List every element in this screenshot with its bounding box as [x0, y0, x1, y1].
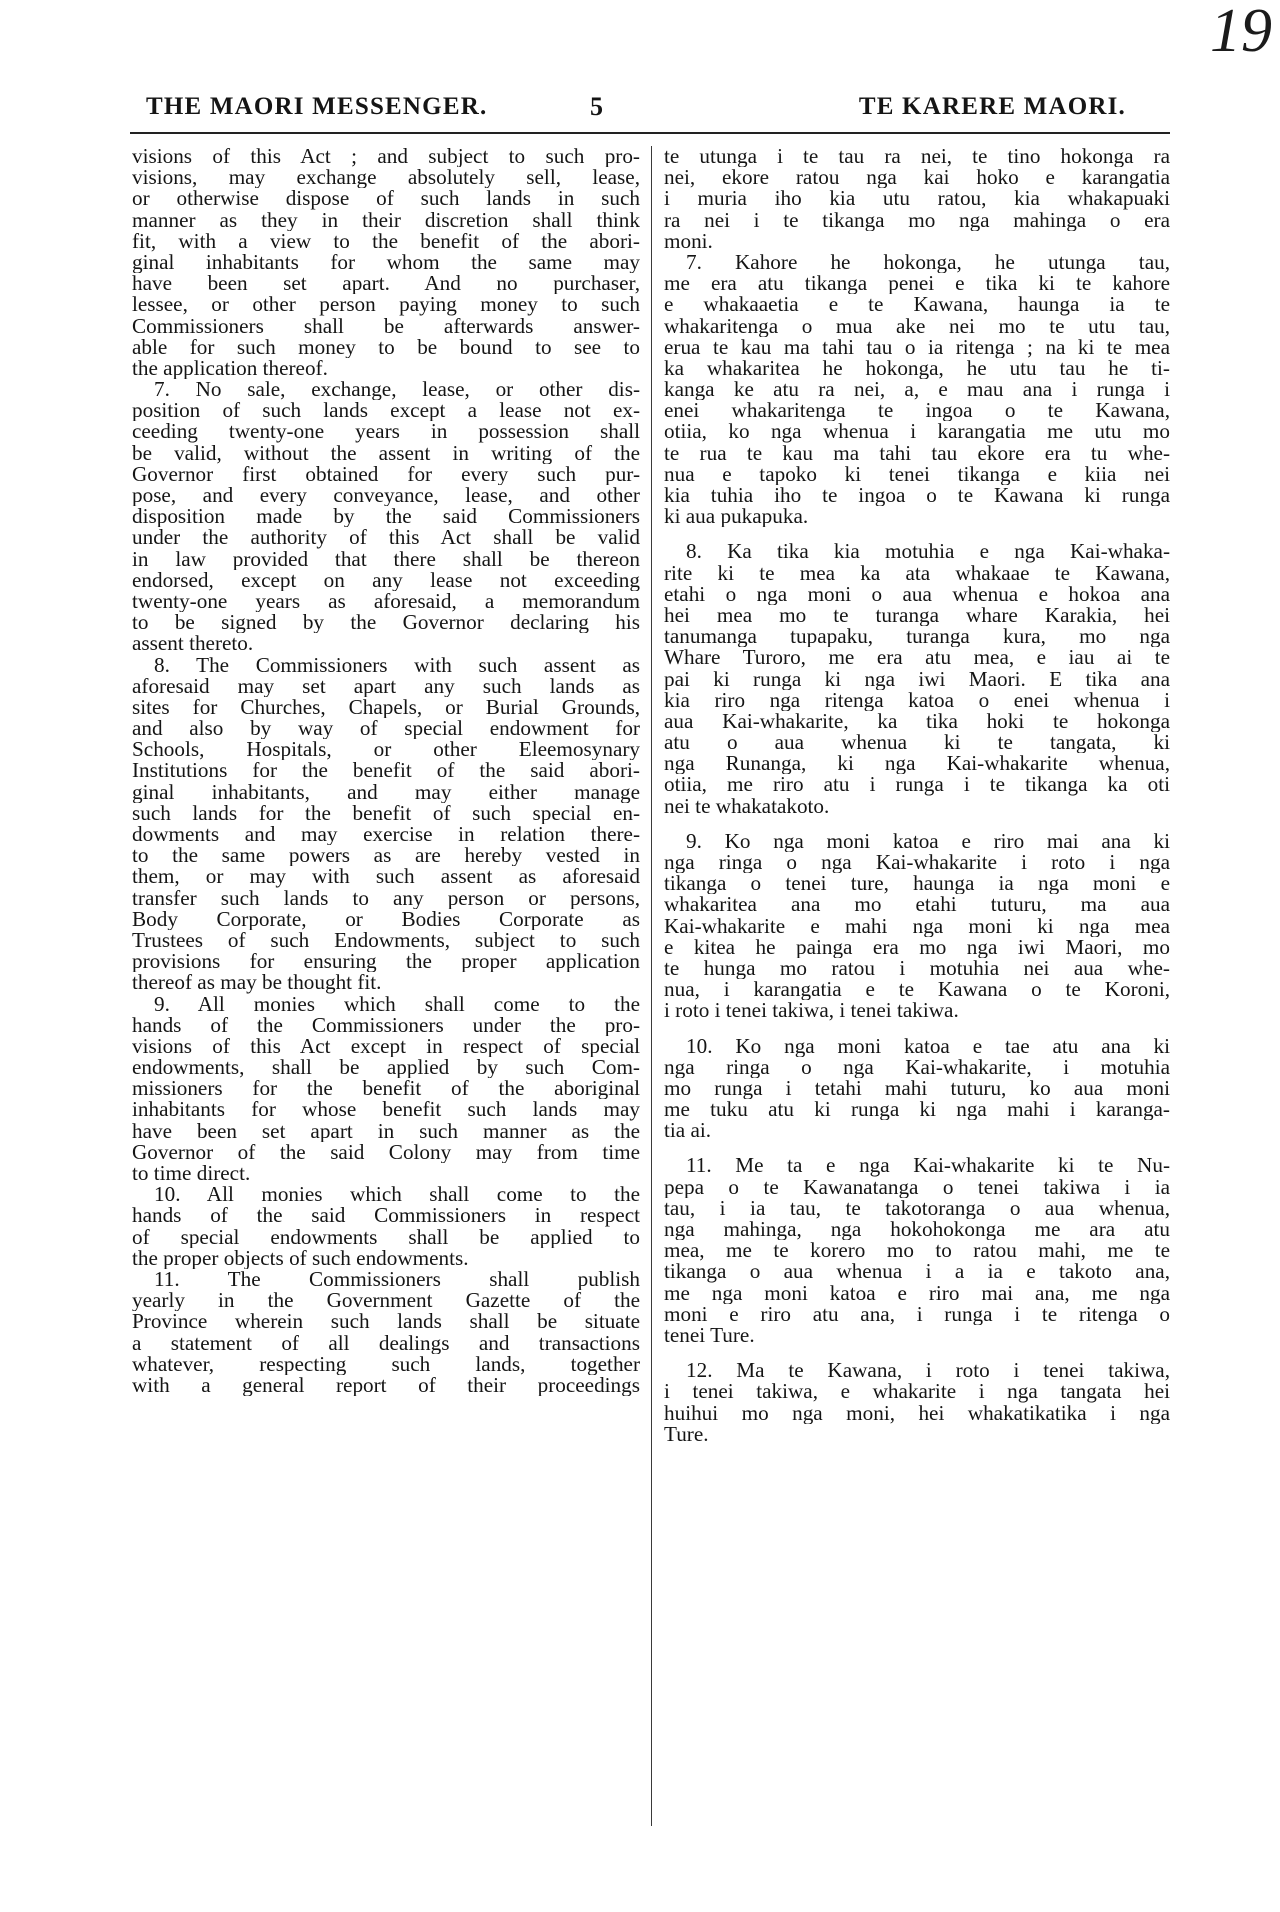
text-line: visions of this Act except in respect of special — [132, 1035, 640, 1058]
text-line: kia riro nga ritenga katoa o enei whenua i — [664, 689, 1170, 711]
text-line: me era atu tikanga penei e tika ki te kahore — [664, 273, 1170, 295]
text-line: Body Corporate, or Bodies Corporate as — [132, 908, 640, 930]
text-line: dowments and may exercise in relation there- — [132, 824, 640, 846]
text-line: have been set apart in such manner as the — [132, 1120, 640, 1142]
section-10-start: 10. All monies which shall come to the — [154, 1184, 640, 1206]
text-line: Kai-whakarite e mahi nga moni ki nga mea — [664, 915, 1170, 937]
text-line: Whare Turoro, me era atu mea, e iau ai te — [664, 647, 1170, 669]
text-line: be valid, without the assent in writing of the — [132, 442, 640, 464]
text-line: yearly in the Government Gazette of the — [132, 1290, 640, 1312]
section-9-start: 9. All monies which shall come to the — [154, 993, 640, 1015]
text-line: i tenei takiwa, e whakarite i nga tangata hei — [664, 1381, 1170, 1403]
page-number: 5 — [590, 92, 605, 121]
text-line: hands of the said Commissioners in respect — [132, 1205, 640, 1227]
text-line: fit, with a view to the benefit of the abori- — [132, 230, 640, 252]
text-line: te rua te kau ma tahi tau ekore era tu whe- — [664, 442, 1170, 464]
text-line: otiia, ko nga whenua i karangatia me utu mo — [664, 421, 1170, 443]
text-line: twenty-one years as aforesaid, a memorandum — [132, 590, 640, 613]
text-line: pepa o te Kawanatanga o tenei takiwa i ia — [664, 1176, 1170, 1198]
text-line: disposition made by the said Commissioners — [132, 506, 640, 528]
text-line: endorsed, except on any lease not exceeding — [132, 569, 640, 591]
text-line: atu o aua whenua ki te tangata, ki — [664, 732, 1170, 754]
section-8-start: 8. Ka tika kia motuhia e nga Kai-whaka- — [686, 541, 1170, 563]
english-title: THE MAORI MESSENGER. — [146, 93, 488, 120]
text-line: position of such lands except a lease not ex- — [132, 400, 640, 422]
header-rule — [130, 132, 1170, 134]
text-line: under the authority of this Act shall be valid — [132, 527, 640, 549]
text-line: rite ki te mea ka ata whakaae te Kawana, — [664, 562, 1170, 584]
text-line: tau, i ia tau, te takotoranga o aua whenua, — [664, 1197, 1170, 1219]
text-line: missioners for the benefit of the aboriginal — [132, 1078, 640, 1100]
section-11-start: 11. Me ta e nga Kai-whakarite ki te Nu- — [686, 1155, 1170, 1177]
text-line: inhabitants for whose benefit such lands may — [132, 1099, 640, 1121]
text-line: ceeding twenty-one years in possession shall — [132, 421, 640, 443]
text-line: nei, ekore ratou nga kai hoko e karangatia — [664, 167, 1170, 189]
text-line: mo runga i tetahi mahi tuturu, ko aua moni — [664, 1077, 1170, 1100]
text-line: them, or may with such assent as aforesaid — [132, 866, 640, 888]
text-line: me tuku atu ki runga ki nga mahi i karanga- — [664, 1099, 1170, 1121]
text-line: the proper objects of such endowments. — [132, 1247, 469, 1269]
text-line: Ture. — [664, 1423, 709, 1445]
text-line: me nga moni katoa e riro mai ana, me nga — [664, 1282, 1170, 1304]
text-line: visions of this Act ; and subject to such pro- — [132, 146, 640, 168]
text-line: sites for Churches, Chapels, or Burial Grounds, — [132, 696, 640, 719]
text-line: and also by way of special endowment for — [132, 718, 640, 740]
section-8-start: 8. The Commissioners with such assent as — [154, 654, 640, 676]
text-line: transfer such lands to any person or persons, — [132, 887, 640, 909]
english-column — [132, 146, 640, 1396]
text-line: nga mahinga, nga hokohokonga me ara atu — [664, 1219, 1170, 1241]
text-line: huihui mo nga moni, hei whakatikatika i nga — [664, 1402, 1170, 1424]
section-10-start: 10. Ko nga moni katoa e tae atu ana ki — [686, 1035, 1170, 1057]
text-line: Governor of the said Colony may from time — [132, 1141, 640, 1163]
text-line: mea, me te korero mo to ratou mahi, me te — [664, 1240, 1170, 1262]
text-line: nei te whakatakoto. — [664, 795, 830, 817]
text-line: to be signed by the Governor declaring his — [132, 612, 640, 634]
text-line: Schools, Hospitals, or other Eleemosynary — [132, 739, 640, 761]
text-line: te utunga i te tau ra nei, te tino hokonga ra — [664, 146, 1170, 168]
text-line: have been set apart. And no purchaser, — [132, 273, 640, 295]
text-line: Province wherein such lands shall be situate — [132, 1311, 640, 1333]
text-line: etahi o nga moni o aua whenua e hokoa ana — [664, 583, 1170, 605]
text-line: moni. — [664, 230, 713, 252]
text-line: whakaritea ana mo etahi tuturu, ma aua — [664, 894, 1170, 916]
text-line: able for such money to be bound to see to — [132, 336, 640, 358]
text-line: nua, i karangatia e te Kawana o te Koroni, — [664, 979, 1170, 1001]
text-line: e whakaaetia e te Kawana, haunga ia te — [664, 294, 1170, 316]
text-line: lessee, or other person paying money to such — [132, 294, 640, 316]
page-number-handwritten: 19 — [1210, 0, 1272, 65]
text-line: aforesaid may set apart any such lands as — [132, 675, 640, 697]
text-line: tanumanga tupapaku, turanga kura, mo nga — [664, 626, 1170, 648]
text-line: endowments, shall be applied by such Com- — [132, 1057, 640, 1079]
section-9-start: 9. Ko nga moni katoa e riro mai ana ki — [686, 830, 1170, 852]
text-line: or otherwise dispose of such lands in such — [132, 188, 640, 210]
text-line: ginal inhabitants for whom the same may — [132, 251, 640, 274]
section-11-start: 11. The Commissioners shall publish — [154, 1268, 640, 1291]
text-line: erua te kau ma tahi tau o ia ritenga ; na ki te mea — [664, 336, 1170, 358]
text-line: ka whakaritea he hokonga, he utu tau he ti- — [664, 357, 1170, 380]
text-line: assent thereto. — [132, 633, 254, 655]
section-7-start: 7. No sale, exchange, lease, or other dis- — [154, 379, 640, 401]
section-12-start: 12. Ma te Kawana, i roto i tenei takiwa, — [686, 1360, 1170, 1382]
text-line: i roto i tenei takiwa, i tenei takiwa. — [664, 1000, 959, 1022]
text-line: nua e tapoko ki tenei tikanga e kiia nei — [664, 463, 1170, 485]
text-line: Institutions for the benefit of the said abori- — [132, 760, 640, 782]
text-line: i muria iho kia utu ratou, kia whakapuaki — [664, 188, 1170, 210]
text-line: aua Kai-whakarite, ka tika hoki te hokonga — [664, 710, 1170, 733]
text-line: Commissioners shall be afterwards answer- — [132, 315, 640, 337]
text-line: a statement of all dealings and transactions — [132, 1332, 640, 1354]
paragraph-gap — [664, 817, 1170, 831]
text-line: ginal inhabitants, and may either manage — [132, 781, 640, 803]
text-line: with a general report of their proceedings — [132, 1374, 640, 1397]
text-line: hands of the Commissioners under the pro- — [132, 1014, 640, 1036]
text-line: e kitea he painga era mo nga iwi Maori, mo — [664, 936, 1170, 958]
paragraph-gap — [664, 527, 1170, 541]
text-line: te hunga mo ratou i motuhia nei aua whe- — [664, 957, 1170, 980]
page-header — [126, 88, 1174, 126]
text-line: pai ki runga ki nga iwi Maori. E tika ana — [664, 668, 1170, 690]
text-line: provisions for ensuring the proper application — [132, 951, 640, 973]
column-divider — [651, 146, 652, 1826]
text-line: to time direct. — [132, 1163, 251, 1185]
text-line: moni e riro atu ana, i runga i te ritenga o — [664, 1303, 1170, 1325]
section-7-start: 7. Kahore he hokonga, he utunga tau, — [686, 251, 1170, 274]
text-line: pose, and every conveyance, lease, and other — [132, 485, 640, 507]
text-line: whatever, respecting such lands, together — [132, 1353, 640, 1375]
text-line: thereof as may be thought fit. — [132, 972, 382, 994]
maori-title: TE KARERE MAORI. — [858, 93, 1126, 120]
maori-column — [664, 146, 1170, 1445]
text-line: such lands for the benefit of such special en- — [132, 802, 640, 824]
text-line: in law provided that there shall be thereon — [132, 548, 640, 570]
paragraph-gap — [664, 1346, 1170, 1360]
text-line: tia ai. — [664, 1120, 712, 1142]
text-line: nga ringa o nga Kai-whakarite i roto i nga — [664, 852, 1170, 874]
text-line: Trustees of such Endowments, subject to such — [132, 929, 640, 952]
text-line: whakaritenga o mua ake nei mo te utu tau, — [664, 315, 1170, 337]
text-line: the application thereof. — [132, 357, 328, 380]
text-line: kia tuhia iho te ingoa o te Kawana ki runga — [664, 485, 1170, 507]
text-line: Governor first obtained for every such pur- — [132, 463, 640, 485]
text-line: of special endowments shall be applied to — [132, 1226, 640, 1248]
text-line: to the same powers as are hereby vested in — [132, 845, 640, 867]
text-line: manner as they in their discretion shall think — [132, 209, 640, 231]
text-line: ra nei i te tikanga mo nga mahinga o era — [664, 209, 1170, 231]
text-line: tikanga o aua whenua i a ia e takoto ana, — [664, 1261, 1170, 1283]
text-line: kanga ke atu ra nei, a, e mau ana i runga i — [664, 379, 1170, 401]
text-line: tikanga o tenei ture, haunga ia nga moni e — [664, 873, 1170, 895]
text-line: otiia, me riro atu i runga i te tikanga ka oti — [664, 774, 1170, 796]
text-line: hei mea mo te turanga whare Karakia, hei — [664, 604, 1170, 627]
text-line: visions, may exchange absolutely sell, lease, — [132, 167, 640, 189]
paragraph-gap — [664, 1022, 1170, 1036]
text-line: tenei Ture. — [664, 1324, 755, 1347]
paragraph-gap — [664, 1141, 1170, 1155]
text-line: ki aua pukapuka. — [664, 506, 809, 528]
text-line: enei whakaritenga te ingoa o te Kawana, — [664, 400, 1170, 422]
text-line: nga ringa o nga Kai-whakarite, i motuhia — [664, 1056, 1170, 1078]
text-line: nga Runanga, ki nga Kai-whakarite whenua, — [664, 753, 1170, 775]
